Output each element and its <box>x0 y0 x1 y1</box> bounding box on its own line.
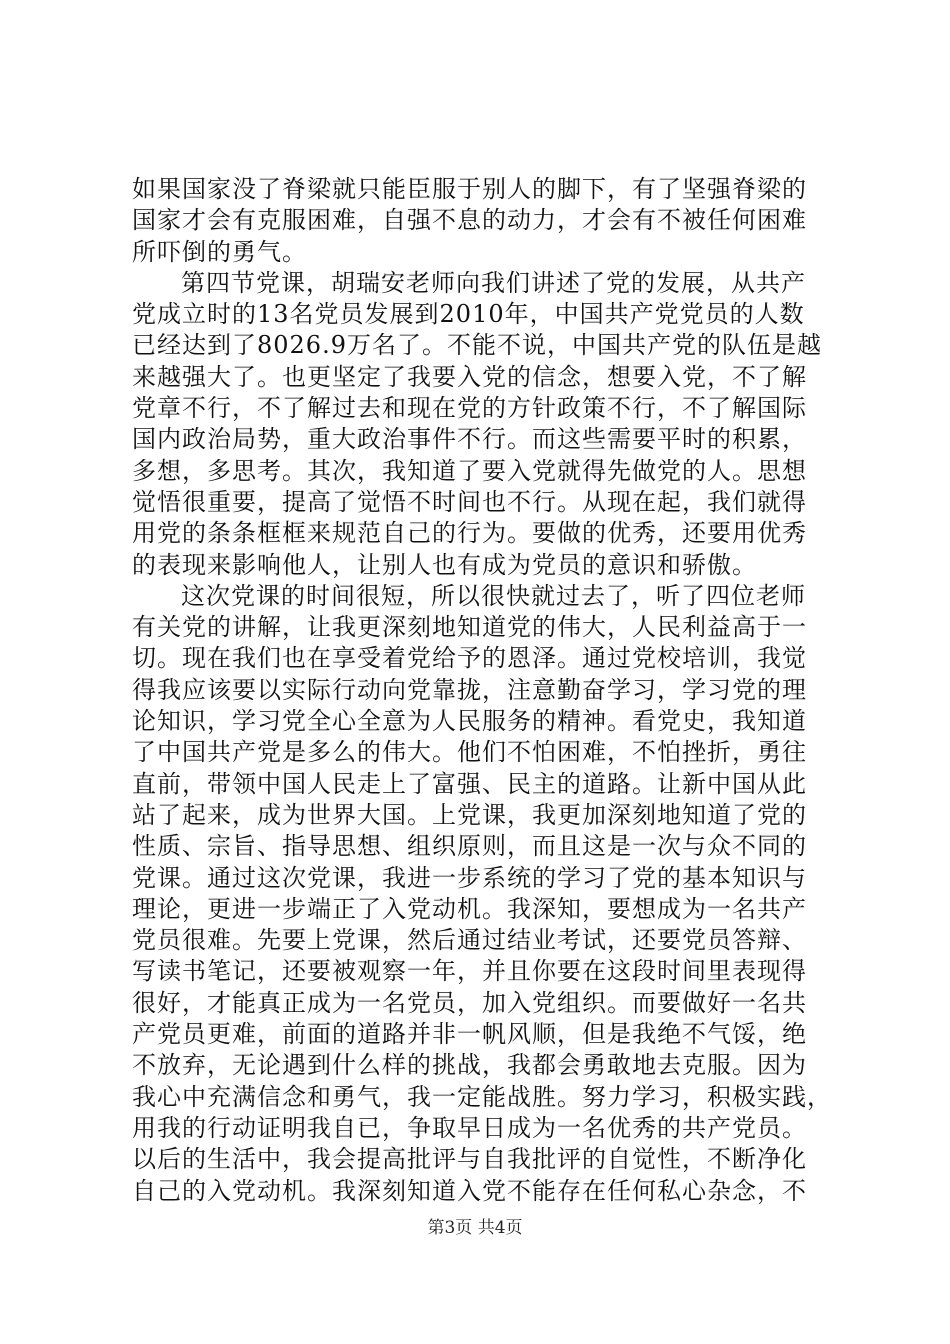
text-line: 党员很难。先要上党课，然后通过结业考试，还要党员答辩、 <box>132 926 807 955</box>
text-line: 党成立时的13名党员发展到2010年，中国共产党党员的人数 <box>132 300 805 329</box>
text-line: 论知识，学习党全心全意为人民服务的精神。看党史，我知道 <box>132 707 807 736</box>
text-line: 党章不行，不了解过去和现在党的方针政策不行，不了解国际 <box>132 394 807 423</box>
page-footer: 第3页 共4页 <box>427 1218 523 1238</box>
text-line: 了中国共产党是多么的伟大。他们不怕困难，不怕挫折，勇往 <box>132 738 807 767</box>
text-line: 觉悟很重要，提高了觉悟不时间也不行。从现在起，我们就得 <box>132 487 807 516</box>
text-line: 不放弃，无论遇到什么样的挑战，我都会勇敢地去克服。因为 <box>132 1051 807 1080</box>
text-line: 很好，才能真正成为一名党员，加入党组织。而要做好一名共 <box>132 988 807 1017</box>
text-line: 的表现来影响他人，让别人也有成为党员的意识和骄傲。 <box>132 550 757 579</box>
text-line: 用我的行动证明我自已，争取早日成为一名优秀的共产党员。 <box>132 1113 807 1142</box>
text-line: 得我应该要以实际行动向党靠拢，注意勤奋学习，学习党的理 <box>132 675 807 704</box>
text-line: 有关党的讲解，让我更深刻地知道党的伟大，人民利益高于一 <box>132 613 807 642</box>
text-line: 性质、宗旨、指导思想、组织原则，而且这是一次与众不同的 <box>132 832 807 861</box>
text-line: 已经达到了8026.9万名了。不能不说，中国共产党的队伍是越 <box>132 331 822 360</box>
text-line: 如果国家没了脊梁就只能臣服于别人的脚下，有了坚强脊梁的 <box>132 175 807 203</box>
text-line: 来越强大了。也更坚定了我要入党的信念，想要入党，不了解 <box>132 362 807 391</box>
text-line: 理论，更进一步端正了入党动机。我深知，要想成为一名共产 <box>132 894 807 923</box>
text-line: 国内政治局势，重大政治事件不行。而这些需要平时的积累， <box>132 425 807 454</box>
text-line: 用党的条条框框来规范自己的行为。要做的优秀，还要用优秀 <box>132 519 807 548</box>
paragraph-start-line: 第四节党课，胡瑞安老师向我们讲述了党的发展，从共产 <box>181 268 806 297</box>
text-line: 写读书笔记，还要被观察一年，并且你要在这段时间里表现得 <box>132 957 807 986</box>
text-line: 站了起来，成为世界大国。上党课，我更加深刻地知道了党的 <box>132 800 807 829</box>
text-line: 切。现在我们也在享受着党给予的恩泽。通过党校培训，我觉 <box>132 644 807 673</box>
text-line: 国家才会有克服困难，自强不息的动力，才会有不被任何困难 <box>132 206 807 235</box>
text-line: 我心中充满信念和勇气，我一定能战胜。努力学习，积极实践， <box>132 1082 832 1111</box>
text-line: 直前，带领中国人民走上了富强、民主的道路。让新中国从此 <box>132 769 807 798</box>
text-line: 党课。通过这次党课，我进一步系统的学习了党的基本知识与 <box>132 863 807 892</box>
text-line: 产党员更难，前面的道路并非一帆风顺，但是我绝不气馁，绝 <box>132 1020 807 1049</box>
text-line: 所吓倒的勇气。 <box>132 237 307 266</box>
paragraph-start-line: 这次党课的时间很短，所以很快就过去了，听了四位老师 <box>181 581 806 610</box>
text-line: 自己的入党动机。我深刻知道入党不能存在任何私心杂念，不 <box>132 1176 807 1205</box>
text-line: 多想，多思考。其次，我知道了要入党就得先做党的人。思想 <box>132 456 807 485</box>
text-line: 以后的生活中，我会提高批评与自我批评的自觉性，不断净化 <box>132 1145 807 1174</box>
document-body <box>132 174 832 1207</box>
